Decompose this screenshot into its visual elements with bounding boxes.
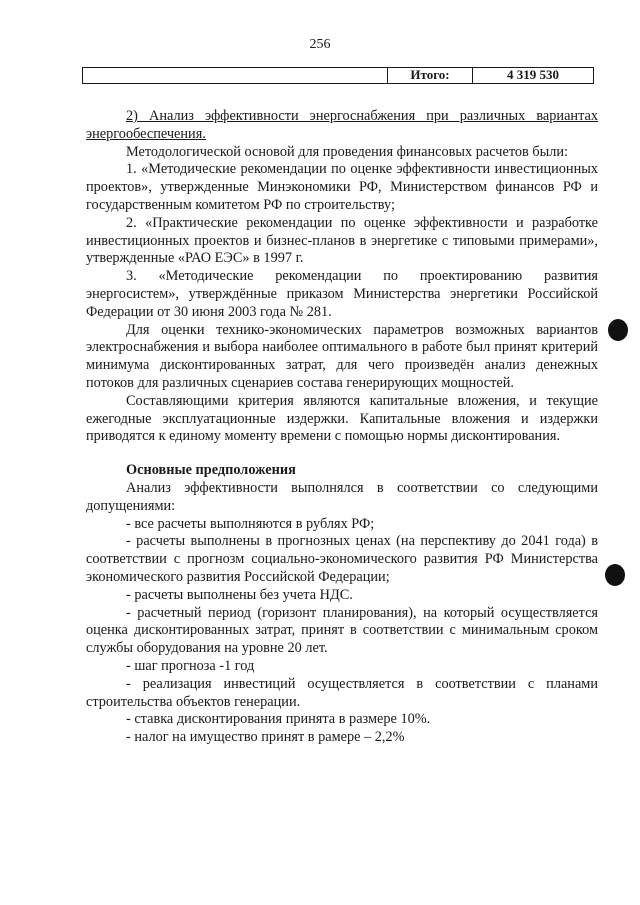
assumptions-heading: Основные предположения <box>126 462 296 479</box>
paragraph-criterion: Для оценки технико-экономических параметров возможных вариантов электроснабжения и выбора наиболее оптимального в работе был принят критерий минимума дисконтированных затрат, для чего произведён анализ денежных потоков для различных сценариев состава генерирующих мощностей. <box>86 321 598 391</box>
list-item: - расчетный период (горизонт планирования), на который осуществляется оценка дисконтированных затрат, принят в соответствии с минимальным сроком службы оборудования на уровне 20 лет. <box>86 604 598 657</box>
total-label: Итого: <box>387 68 472 83</box>
list-item: - реализация инвестиций осуществляется в соответствии с планами строительства объектов генерации. <box>86 675 598 710</box>
total-row <box>82 67 594 84</box>
paragraph-item-3: 3. «Методические рекомендации по проектированию развития энергосистем», утверждённые приказом Министерства энергетики Российской Федерации от 30 июня 2003 года № 281. <box>86 268 598 320</box>
document-body <box>86 108 598 747</box>
total-value: 4 319 530 <box>472 68 593 83</box>
paragraph-item-2: 2. «Практические рекомендации по оценке эффективности и разработке инвестиционных проектов и бизнес-планов в энергетике с типовыми примерами», утвержденные «РАО ЕЭС» в 1997 г. <box>86 214 598 267</box>
binder-hole-icon <box>608 319 628 341</box>
binder-hole-icon <box>605 564 625 586</box>
paragraph-components: Составляющими критерия являются капитальные вложения, и текущие ежегодные эксплуатационные издержки. Капитальные вложения и издержки приводятся к единому моменту времени с помощью нормы дисконтирования. <box>86 392 598 445</box>
assumptions-intro: Анализ эффективности выполнялся в соответствии со следующими допущениями: <box>86 479 598 514</box>
list-item: - налог на имущество принят в рамере – 2,2% <box>126 729 405 746</box>
list-item: - ставка дисконтирования принята в размере 10%. <box>126 711 431 728</box>
section-title: 2) Анализ эффективности энергоснабжения при различных вариантах энергообеспечения. <box>86 108 598 142</box>
list-item: - шаг прогноза -1 год <box>126 657 255 674</box>
spacer <box>86 446 598 462</box>
paragraph-item-1: 1. «Методические рекомендации по оценке эффективности инвестиционных проектов», утвержденные Минэкономики РФ, Министерством финансов РФ и государственным комитетом РФ по строительству; <box>86 161 598 213</box>
page-number: 256 <box>309 37 331 52</box>
list-item: - расчеты выполнены в прогнозных ценах (на перспективу до 2041 года) в соответствии с прогнозм социально-экономического развития РФ Министерства экономического развития Российской Федерации; <box>86 533 598 585</box>
list-item: - расчеты выполнены без учета НДС. <box>126 586 353 603</box>
list-item: - все расчеты выполняются в рублях РФ; <box>126 515 375 532</box>
paragraph-methodology: Методологической основой для проведения финансовых расчетов были: <box>126 143 569 160</box>
